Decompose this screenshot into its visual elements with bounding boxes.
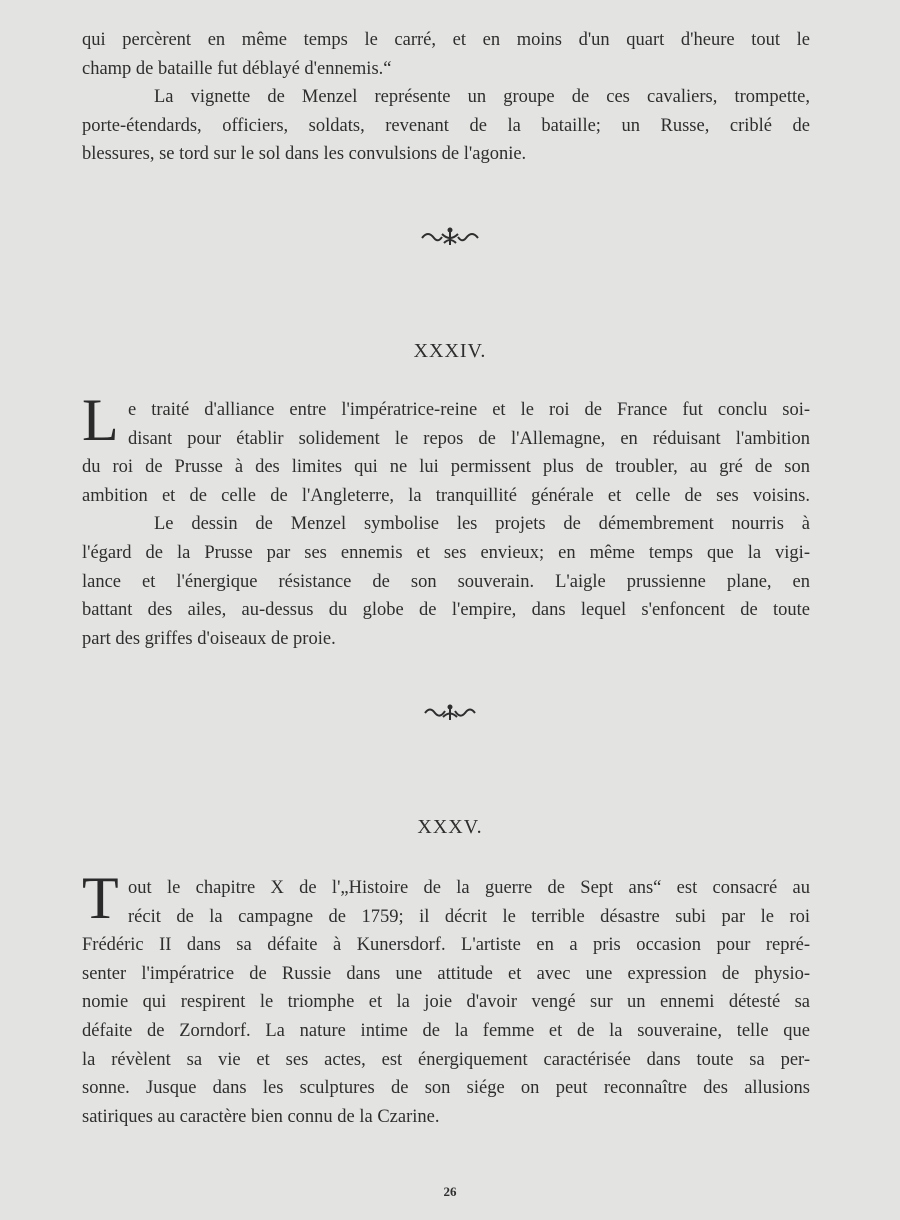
text-line: senter l'impératrice de Russie dans une attitude et avec une expression de physio- <box>82 963 810 984</box>
text-line: l'égard de la Prusse par ses ennemis et ses envieux; en même temps que la vigi- <box>82 542 810 563</box>
section-xxxv-text <box>82 865 810 1131</box>
text-line: nomie qui respirent le triomphe et la joie d'avoir vengé sur un ennemi détesté sa <box>82 992 810 1013</box>
text-line: e traité d'alliance entre l'impératrice-reine et le roi de France fut conclu soi- <box>128 400 810 420</box>
ornament-divider <box>0 226 900 253</box>
text-line: sonne. Jusque dans les sculptures de son siége on peut reconnaître des allusions <box>82 1078 810 1099</box>
fleuron-icon <box>422 703 478 723</box>
section-xxxiv-text <box>82 387 810 653</box>
intro-paragraphs <box>82 26 810 169</box>
text-line: ambition et de celle de l'Angleterre, la tranquillité générale et celle de ses voisins. <box>82 485 810 506</box>
drop-cap: L <box>82 387 119 453</box>
text-line: récit de la campagne de 1759; il décrit le terrible désastre subi par le roi <box>128 906 810 927</box>
text-line: qui percèrent en même temps le carré, et en moins d'un quart d'heure tout le <box>82 30 810 50</box>
text-line: La vignette de Menzel représente un groupe de ces cavaliers, trompette, <box>154 87 810 108</box>
text-line: satiriques au caractère bien connu de la Czarine. <box>82 1106 440 1127</box>
text-line: Le dessin de Menzel symbolise les projets de démembrement nourris à <box>154 514 810 535</box>
text-line: la révèlent sa vie et ses actes, est énergiquement caractérisée dans toute sa per- <box>82 1049 810 1070</box>
text-line: du roi de Prusse à des limites qui ne lui permissent plus de troubler, au gré de son <box>82 457 810 478</box>
page-number: 26 <box>443 1184 457 1199</box>
text-line: défaite de Zorndorf. La nature intime de la femme et de la souveraine, telle que <box>82 1020 810 1041</box>
drop-cap: T <box>82 865 119 931</box>
text-line: part des griffes d'oiseaux de proie. <box>82 628 336 649</box>
section-title: XXXV. <box>417 816 483 838</box>
text-line: Frédéric II dans sa défaite à Kunersdorf. L'artiste en a pris occasion pour repré- <box>82 935 810 956</box>
text-line: out le chapitre X de l'„Histoire de la guerre de Sept ans“ est consacré au <box>128 878 810 898</box>
text-line: champ de bataille fut déblayé d'ennemis.“ <box>82 58 392 79</box>
text-line: blessures, se tord sur le sol dans les convulsions de l'agonie. <box>82 144 527 165</box>
ornament-divider <box>0 703 900 728</box>
section-title: XXXIV. <box>413 340 487 362</box>
fleuron-icon <box>418 226 482 248</box>
text-line: lance et l'énergique résistance de son souverain. L'aigle prussienne plane, en <box>82 571 810 592</box>
text-line: battant des ailes, au-dessus du globe de l'empire, dans lequel s'enfoncent de toute <box>82 600 810 621</box>
text-line: porte-étendards, officiers, soldats, revenant de la bataille; un Russe, criblé de <box>82 115 810 136</box>
text-line: disant pour établir solidement le repos de l'Allemagne, en réduisant l'ambition <box>128 428 810 449</box>
